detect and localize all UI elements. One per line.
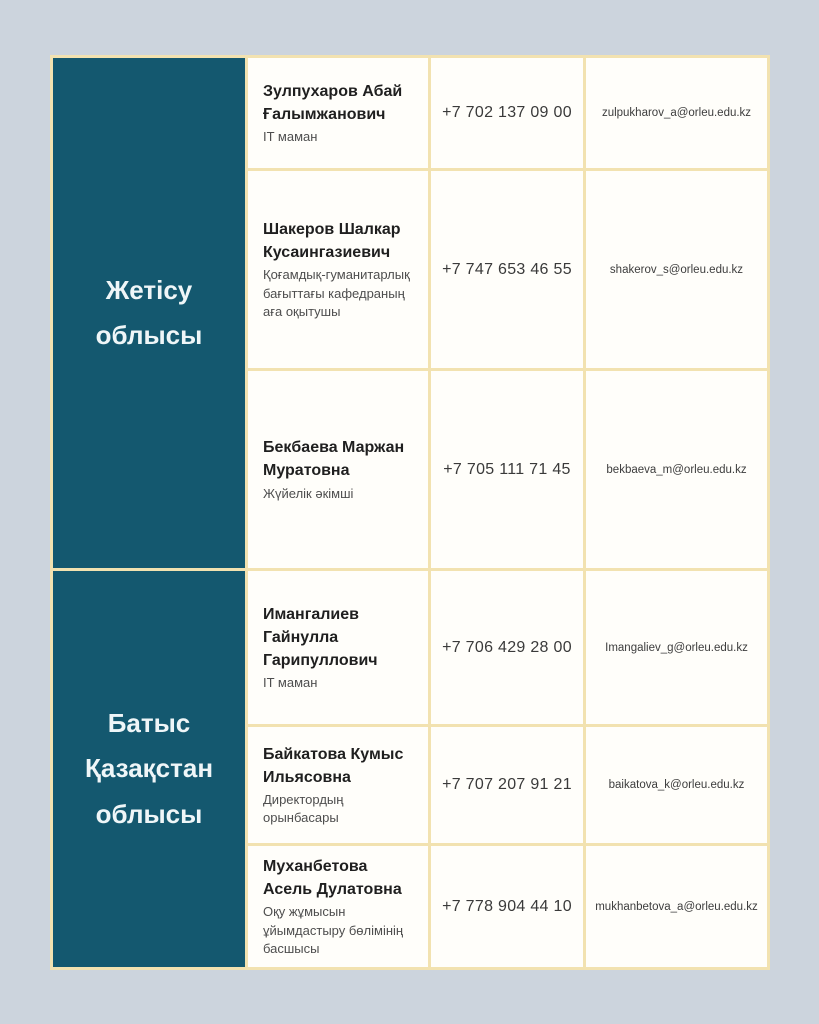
table-row-1-email-cell (586, 58, 767, 168)
person-position: IT маман (263, 129, 318, 145)
table-row-6-phone-cell (431, 846, 583, 967)
table-row-1-name-cell (248, 58, 428, 168)
region-label: Батыс Қазақстан облысы (84, 707, 214, 829)
region-cell-batys-qazaqstan (53, 571, 245, 967)
person-position: Оқу жұмысын ұйымдастыру бөлімінің басшысы (263, 904, 404, 956)
region-label: Жетісу облысы (95, 274, 203, 350)
table-row-2-phone-cell (431, 171, 583, 368)
table-row-4-phone-cell (431, 571, 583, 724)
person-name: Бекбаева Маржан Муратовна (263, 439, 405, 480)
email-address: mukhanbetova_a@orleu.edu.kz (595, 900, 758, 913)
table-row-3-email-cell (586, 371, 767, 568)
person-name: Байкатова Кумыс Ильясовна (263, 745, 404, 786)
phone-number: +7 705 111 71 45 (443, 460, 571, 478)
person-name: Зулпухаров Абай Ғалымжанович (263, 82, 403, 123)
table-row-5-phone-cell (431, 727, 583, 843)
person-position: Қоғамдық-гуманитарлық бағыттағы кафедраның аға оқытушы (263, 267, 410, 319)
phone-number: +7 702 137 09 00 (442, 104, 572, 121)
table-row-6-name-cell (248, 846, 428, 967)
phone-number: +7 706 429 28 00 (442, 638, 572, 656)
phone-number: +7 747 653 46 55 (442, 260, 572, 278)
email-address: Imangaliev_g@orleu.edu.kz (605, 641, 748, 654)
phone-number: +7 707 207 91 21 (442, 776, 572, 793)
person-name: Имангалиев Гайнулла Гарипуллович (263, 605, 378, 669)
email-address: zulpukharov_a@orleu.edu.kz (601, 107, 752, 119)
table-row-3-phone-cell (431, 371, 583, 568)
person-name: Шакеров Шалкар Кусаингазиевич (263, 221, 401, 262)
region-cell-zhetisu (53, 58, 245, 568)
person-position: Директордың орынбасары (263, 792, 344, 826)
table-row-5-email-cell (586, 727, 767, 843)
table-row-6-email-cell (586, 846, 767, 967)
table-row-5-name-cell (248, 727, 428, 843)
email-address: shakerov_s@orleu.edu.kz (609, 263, 744, 276)
contacts-table (50, 55, 770, 970)
person-position: IT маман (263, 675, 318, 691)
table-row-3-name-cell (248, 371, 428, 568)
table-row-2-name-cell (248, 171, 428, 368)
email-address: baikatova_k@orleu.edu.kz (608, 779, 745, 791)
person-position: Жүйелік әкімші (263, 485, 354, 501)
table-row-1-phone-cell (431, 58, 583, 168)
person-name: Муханбетова Асель Дулатовна (263, 858, 402, 899)
email-address: bekbaeva_m@orleu.edu.kz (606, 463, 747, 476)
phone-number: +7 778 904 44 10 (442, 897, 572, 915)
table-row-4-name-cell (248, 571, 428, 724)
table-row-4-email-cell (586, 571, 767, 724)
table-row-2-email-cell (586, 171, 767, 368)
